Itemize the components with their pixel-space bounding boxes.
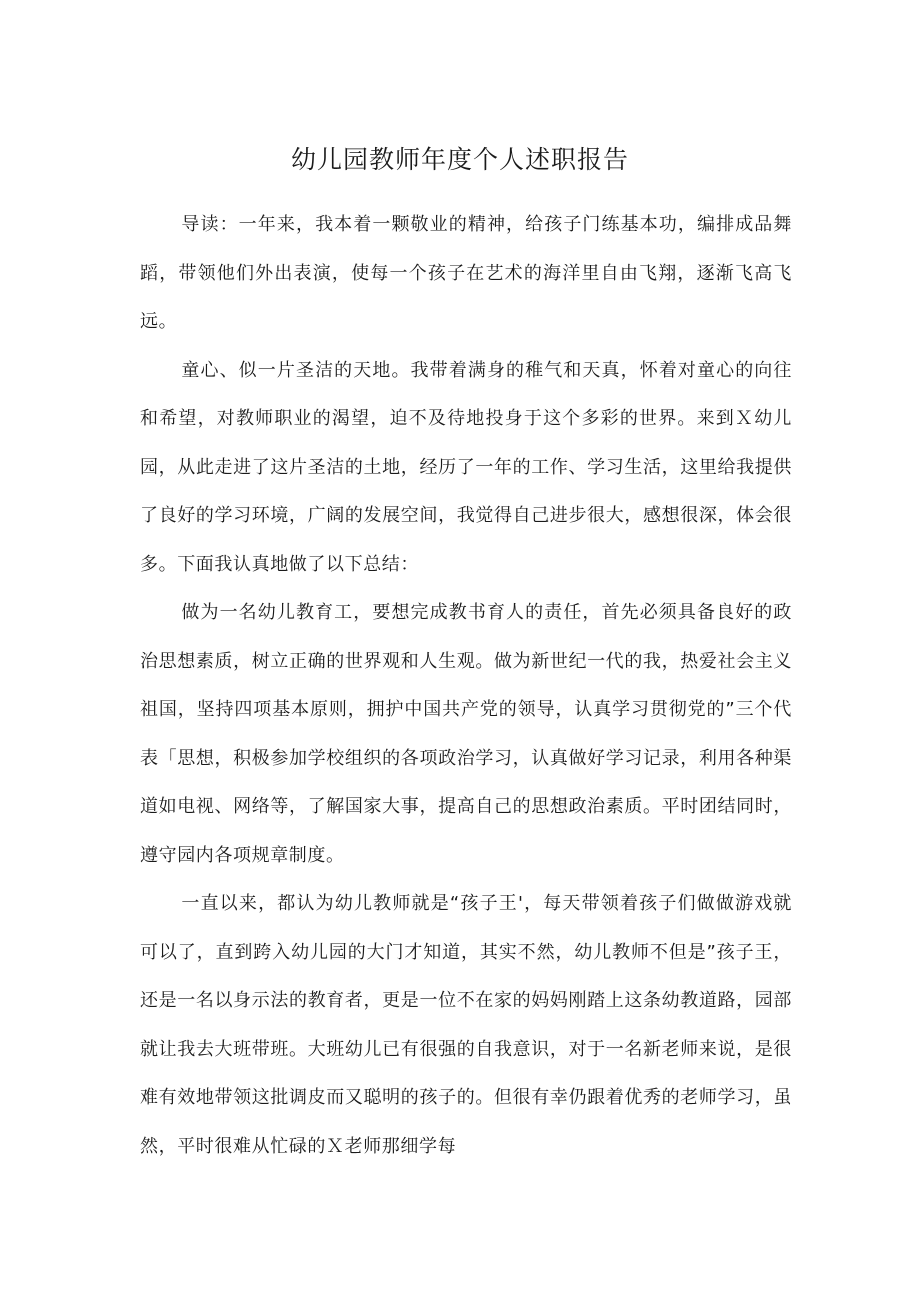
paragraph-intro: 导读：一年来，我本着一颗敬业的精神，给孩子门练基本功，编排成品舞蹈，带领他们外出表演，使每一个孩子在艺术的海洋里自由飞翔，逐渐飞高飞远。: [140, 214, 792, 332]
document-title: 幼儿园教师年度个人述职报告: [290, 145, 629, 174]
paragraph-childhood: 童心、似一片圣洁的天地。我带着满身的稚气和天真，怀着对童心的向往和希望，对教师职业的渴望，迫不及待地投身于这个多彩的世界。来到Ｘ幼儿园，从此走进了这片圣洁的土地，经历了一年的工作、学习生活，这里给我提供了良好的学习环境，广阔的发展空间，我觉得自己进步很大，感想很深，体会很多。下面我认真地做了以下总结：: [140, 359, 792, 575]
paragraph-political-quality: 做为一名幼儿教育工，要想完成教书育人的责任，首先必须具备良好的政治思想素质，树立正确的世界观和人生观。做为新世纪一代的我，热爱社会主义祖国，坚持四项基本原则，拥护中国共产党的领导，认真学习贯彻党的”三个代表「思想，积极参加学校组织的各项政治学习，认真做好学习记录，利用各种渠道如电视、网络等，了解国家大事，提高自己的思想政治素质。平时团结同时，遵守园内各项规章制度。: [140, 602, 792, 866]
document-body: [140, 201, 792, 1171]
paragraph-teaching-experience: 一直以来，都认为幼儿教师就是“孩子王'，每天带领着孩子们做做游戏就可以了，直到跨入幼儿园的大门才知道，其实不然，幼儿教师不但是”孩子王，还是一名以身示法的教育者，更是一位不在家的妈妈刚踏上这条幼教道路，园部就让我去大班带班。大班幼儿已有很强的自我意识，对于一名新老师来说，是很难有效地带领这批调皮而又聪明的孩子的。但很有幸仍跟着优秀的老师学习，虽然，平时很难从忙碌的Ｘ老师那细学每: [140, 893, 792, 1157]
